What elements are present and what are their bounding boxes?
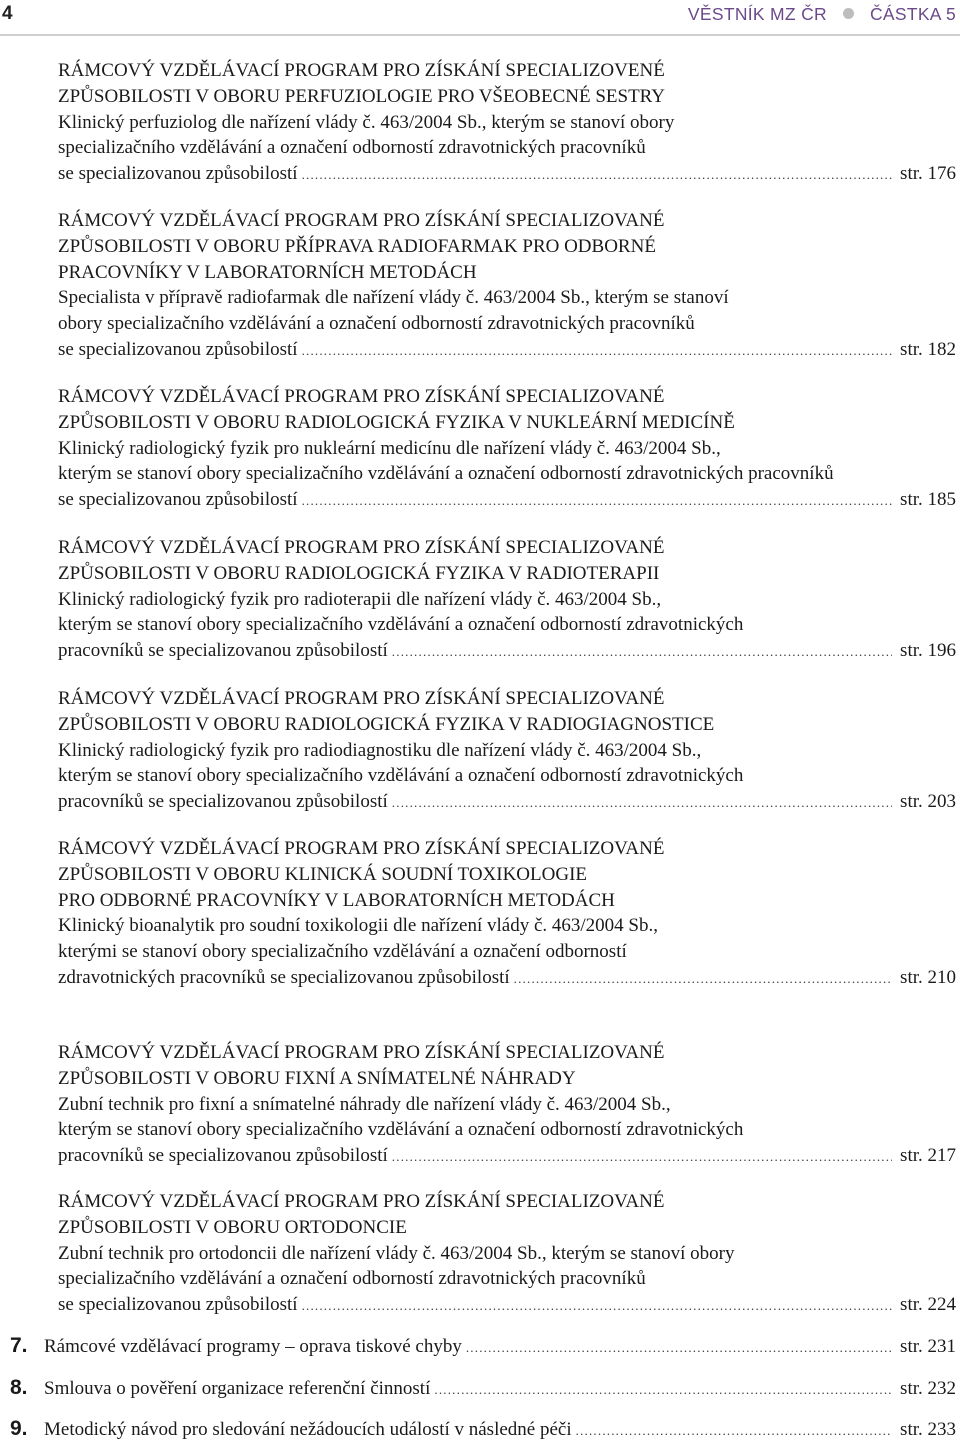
page-reference[interactable]: str. 196 [900,640,956,662]
entry-body-line: kterým se stanoví obory specializačního vzdělávání a označení odborností zdravotnických [58,765,744,787]
page-reference[interactable]: str. 231 [900,1336,956,1357]
entry-body-line: kterým se stanoví obory specializačního vzdělávání a označení odborností zdravotnických pracovníků [58,463,834,485]
entry-leader-line[interactable] [58,638,956,665]
entry-text: Metodický návod pro sledování nežádoucích událostí v následné péči [44,1419,572,1440]
page-reference[interactable]: str. 176 [900,163,956,185]
page-number: 4 [2,3,13,24]
entry-body-line: Klinický perfuziolog dle nařízení vlády č. 463/2004 Sb., kterým se stanoví obory [58,111,675,133]
entry-last-line: se specializovanou způsobilostí [58,489,298,511]
leader-dots [302,488,892,514]
entry-leader-line[interactable] [58,1292,956,1319]
separator-dot-icon [843,8,854,19]
entry-leader-line[interactable] [58,965,956,992]
entry-last-line: se specializovanou způsobilostí [58,1294,298,1316]
running-head [688,4,956,25]
header-rule [0,34,960,36]
entry-body-line: kterým se stanoví obory specializačního vzdělávání a označení odborností zdravotnických [58,1119,744,1141]
entry-number: 8. [10,1376,28,1399]
toc-entry [58,686,956,816]
entry-last-line: pracovníků se specializovanou způsobilostí [58,640,388,662]
toc-entry [58,58,956,188]
page-reference[interactable]: str. 182 [900,338,956,360]
entry-body-line: obory specializačního vzdělávání a označení odborností zdravotnických pracovníků [58,313,695,335]
entry-body-line: Zubní technik pro fixní a snímatelné náhrady dle nařízení vlády č. 463/2004 Sb., [58,1093,671,1115]
entry-title-line: ZPŮSOBILOSTI V OBORU KLINICKÁ SOUDNÍ TOXIKOLOGIE [58,863,588,885]
page-header [0,0,960,30]
page-reference[interactable]: str. 203 [900,791,956,813]
numbered-entry[interactable] [10,1375,956,1403]
entry-title-line: PRACOVNÍKY V LABORATORNÍCH METODÁCH [58,261,477,283]
entry-leader-line[interactable] [58,337,956,364]
entry-last-line: zdravotnických pracovníků se specializovanou způsobilostí [58,966,510,988]
entry-title-line: RÁMCOVÝ VZDĚLÁVACÍ PROGRAM PRO ZÍSKÁNÍ SPECIALIZOVANÉ [58,210,665,231]
toc-entry [58,1040,956,1170]
page-reference[interactable]: str. 224 [900,1294,956,1316]
entry-title-line: ZPŮSOBILOSTI V OBORU PŘÍPRAVA RADIOFARMAK PRO ODBORNÉ [58,235,656,257]
entry-title-line: ZPŮSOBILOSTI V OBORU RADIOLOGICKÁ FYZIKA V NUKLEÁRNÍ MEDICÍNĚ [58,411,735,433]
entry-title-line: ZPŮSOBILOSTI V OBORU ORTODONCIE [58,1216,407,1238]
entry-title-line: RÁMCOVÝ VZDĚLÁVACÍ PROGRAM PRO ZÍSKÁNÍ SPECIALIZOVENÉ [58,60,665,81]
toc-entry [58,208,956,364]
leader-dots [466,1335,892,1361]
entry-leader-line[interactable] [58,789,956,816]
entry-title-line: RÁMCOVÝ VZDĚLÁVACÍ PROGRAM PRO ZÍSKÁNÍ SPECIALIZOVANÉ [58,838,665,859]
entry-body-line: specializačního vzdělávání a označení odborností zdravotnických pracovníků [58,137,646,159]
page-reference[interactable]: str. 217 [900,1145,956,1167]
page-reference[interactable]: str. 210 [900,966,956,988]
leader-dots [392,639,892,665]
issue-part: ČÁSTKA 5 [869,4,956,24]
leader-dots [514,966,892,992]
entry-title-line: RÁMCOVÝ VZDĚLÁVACÍ PROGRAM PRO ZÍSKÁNÍ SPECIALIZOVANÉ [58,1042,665,1063]
entry-body-line: Klinický radiologický fyzik pro radiodiagnostiku dle nařízení vlády č. 463/2004 Sb., [58,739,702,761]
entry-title-line: RÁMCOVÝ VZDĚLÁVACÍ PROGRAM PRO ZÍSKÁNÍ SPECIALIZOVANÉ [58,386,665,407]
numbered-entry[interactable] [10,1333,956,1361]
entry-last-line: se specializovanou způsobilostí [58,338,298,360]
page-reference[interactable]: str. 233 [900,1419,956,1440]
toc-entry [58,535,956,665]
toc-entry [58,1189,956,1319]
entry-body-line: specializačního vzdělávání a označení odborností zdravotnických pracovníků [58,1268,646,1290]
entry-body-line: Klinický radiologický fyzik pro radioterapii dle nařízení vlády č. 463/2004 Sb., [58,588,662,610]
entry-number: 9. [10,1417,28,1440]
entry-number: 7. [10,1334,28,1357]
entry-last-line: pracovníků se specializovanou způsobilostí [58,1145,388,1167]
entry-title-line: ZPŮSOBILOSTI V OBORU PERFUZIOLOGIE PRO VŠEOBECNÉ SESTRY [58,85,666,107]
entry-leader-line[interactable] [58,1143,956,1170]
entry-body-line: Klinický radiologický fyzik pro nukleární medicínu dle nařízení vlády č. 463/2004 Sb., [58,437,721,459]
leader-dots [392,1144,892,1170]
entry-last-line: se specializovanou způsobilostí [58,163,298,185]
entry-body-line: kterými se stanoví obory specializačního vzdělávání a označení odborností [58,941,627,963]
toc-entry [58,836,956,992]
entry-title-line: PRO ODBORNÉ PRACOVNÍKY V LABORATORNÍCH METODÁCH [58,889,615,911]
leader-dots [302,162,892,188]
entry-last-line: pracovníků se specializovanou způsobilostí [58,791,388,813]
entry-text: Smlouva o pověření organizace referenční činností [44,1378,431,1399]
entry-title-line: RÁMCOVÝ VZDĚLÁVACÍ PROGRAM PRO ZÍSKÁNÍ SPECIALIZOVANÉ [58,688,665,709]
entry-body-line: kterým se stanoví obory specializačního vzdělávání a označení odborností zdravotnických [58,614,744,636]
entry-title-line: ZPŮSOBILOSTI V OBORU FIXNÍ A SNÍMATELNÉ NÁHRADY [58,1067,576,1089]
entry-title-line: ZPŮSOBILOSTI V OBORU RADIOLOGICKÁ FYZIKA V RADIOGIAGNOSTICE [58,713,715,735]
toc-entry [58,384,956,514]
entry-body-line: Zubní technik pro ortodoncii dle nařízení vlády č. 463/2004 Sb., kterým se stanoví obory [58,1242,735,1264]
leader-dots [576,1418,892,1444]
entry-title-line: ZPŮSOBILOSTI V OBORU RADIOLOGICKÁ FYZIKA V RADIOTERAPII [58,562,660,584]
entry-body-line: Klinický bioanalytik pro soudní toxikologii dle nařízení vlády č. 463/2004 Sb., [58,915,659,937]
page-reference[interactable]: str. 185 [900,489,956,511]
journal-title: VĚSTNÍK MZ ČR [687,4,827,24]
entry-leader-line[interactable] [58,487,956,514]
entry-title-line: RÁMCOVÝ VZDĚLÁVACÍ PROGRAM PRO ZÍSKÁNÍ SPECIALIZOVANÉ [58,1191,665,1212]
leader-dots [392,790,892,816]
entry-body-line: Specialista v přípravě radiofarmak dle nařízení vlády č. 463/2004 Sb., kterým se stanoví [58,287,729,309]
entry-text: Rámcové vzdělávací programy – oprava tiskové chyby [44,1336,462,1357]
entry-leader-line[interactable] [58,161,956,188]
leader-dots [302,338,892,364]
leader-dots [302,1293,892,1319]
entry-title-line: RÁMCOVÝ VZDĚLÁVACÍ PROGRAM PRO ZÍSKÁNÍ SPECIALIZOVANÉ [58,537,665,558]
numbered-entry[interactable] [10,1416,956,1444]
page-reference[interactable]: str. 232 [900,1378,956,1399]
leader-dots [434,1377,892,1403]
